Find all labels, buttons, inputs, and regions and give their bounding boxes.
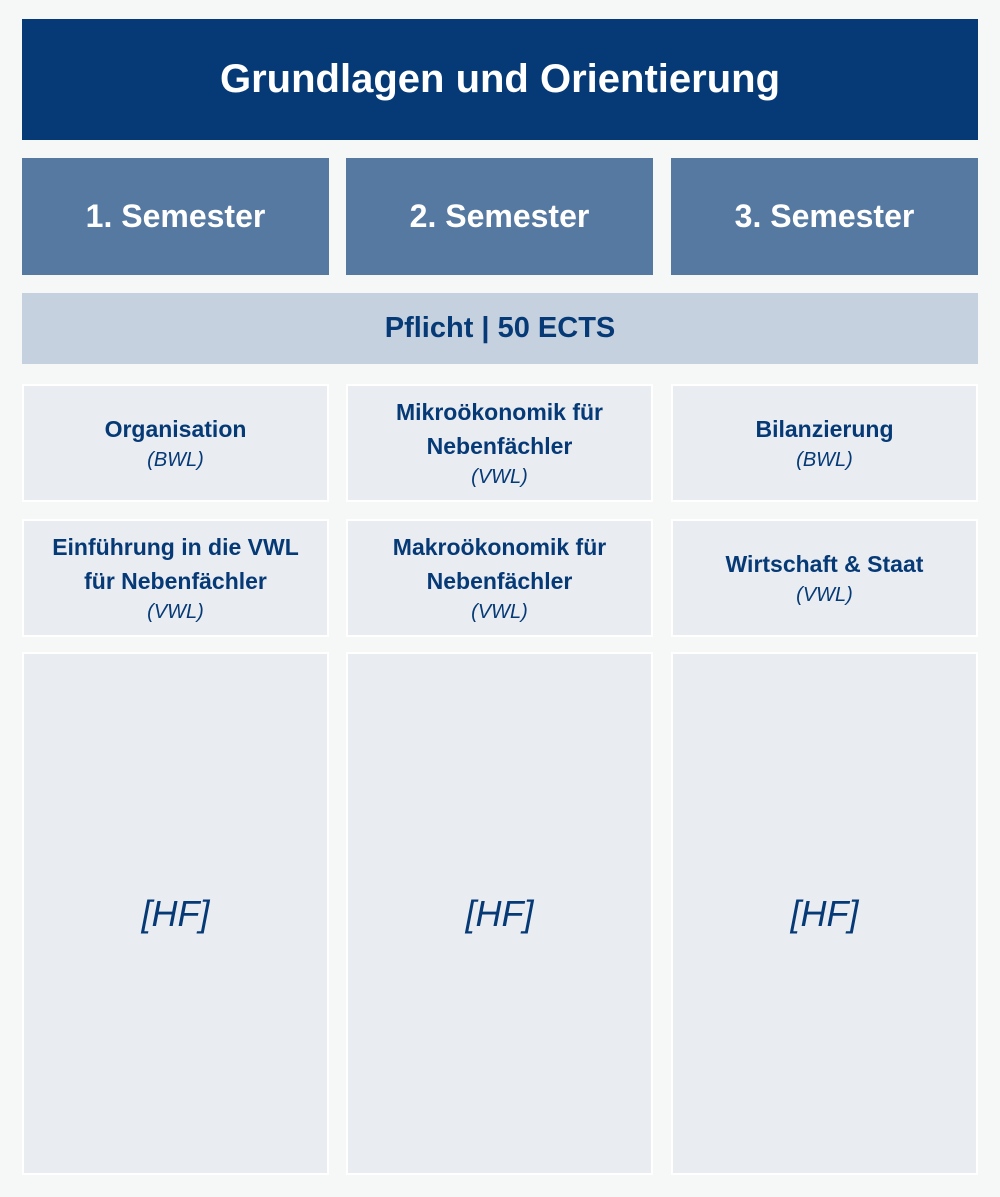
hf-block-1 (22, 652, 329, 1175)
course-category: (VWL) (471, 466, 528, 488)
hf-block-3 (671, 652, 978, 1175)
semester-label: 1. Semester (85, 198, 266, 234)
course-name-line2: Nebenfächler (426, 568, 573, 594)
course-name-line2: Nebenfächler (426, 433, 573, 459)
course-category: (VWL) (796, 584, 853, 606)
course-name-line2: für Nebenfächler (84, 568, 267, 594)
hf-block-2 (346, 652, 653, 1175)
semester-header-1 (22, 158, 329, 275)
course-bilanzierung (671, 384, 978, 502)
hf-label: [HF] (141, 892, 210, 934)
title-text: Grundlagen und Orientierung (220, 57, 780, 101)
hf-label: [HF] (790, 892, 859, 934)
course-category: (VWL) (147, 601, 204, 623)
semester-header-3 (671, 158, 978, 275)
course-name: Organisation (104, 416, 247, 442)
course-name: Bilanzierung (755, 416, 894, 442)
hf-label: [HF] (465, 892, 534, 934)
course-name-line1: Mikroökonomik für (395, 399, 603, 425)
course-name-line1: Einführung in die VWL (52, 534, 299, 560)
course-name-line1: Makroökonomik für (392, 534, 607, 560)
course-category: (VWL) (471, 601, 528, 623)
course-wirtschaft-staat (671, 519, 978, 637)
course-category: (BWL) (147, 449, 204, 471)
course-name: Wirtschaft & Staat (725, 551, 924, 577)
course-einfuehrung-vwl (22, 519, 329, 637)
course-makrooekonomik (346, 519, 653, 637)
semester-header-2 (346, 158, 653, 275)
semester-label: 3. Semester (734, 198, 915, 234)
pflicht-bar (22, 293, 978, 364)
semester-label: 2. Semester (409, 198, 590, 234)
course-mikrooekonomik (346, 384, 653, 502)
course-organisation (22, 384, 329, 502)
course-category: (BWL) (796, 449, 853, 471)
pflicht-label: Pflicht | 50 ECTS (384, 312, 616, 344)
page-title (22, 19, 978, 140)
